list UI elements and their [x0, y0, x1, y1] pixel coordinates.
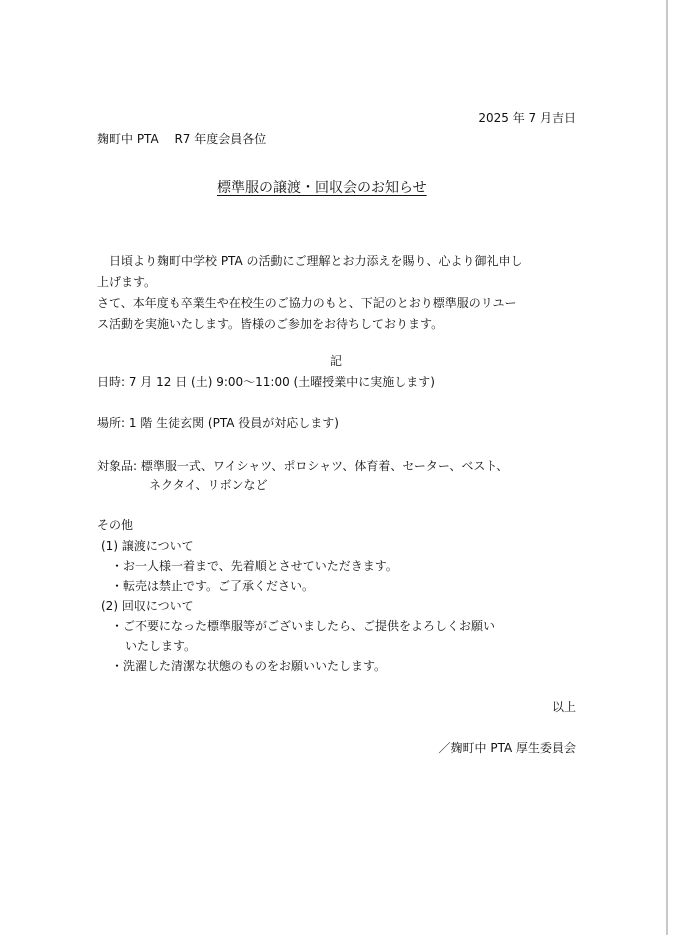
document-date: 2025 年 7 月吉日 — [478, 111, 576, 125]
document-title: 標準服の譲渡・回収会のお知らせ — [217, 180, 427, 196]
intro-paragraph-line-1: 日頃より麹町中学校 PTA の活動にご理解とお力添えを賜り、心より御礼申し — [97, 254, 523, 268]
ki-heading: 記 — [330, 354, 343, 368]
event-place: 場所: 1 階 生徒玄関 (PTA 役員が対応します) — [97, 416, 339, 430]
transfer-rule-2: ・転売は禁止です。ご了承ください。 — [111, 579, 315, 593]
closing-text: 以上 — [551, 700, 576, 714]
target-items-line-1: 対象品: 標準服一式、ワイシャツ、ポロシャツ、体育着、セーター、ベスト、 — [97, 459, 509, 473]
collection-rule-1-line-1: ・ご不要になった標準服等がございましたら、ご提供をよろしくお願い — [111, 619, 496, 633]
collection-rule-1-line-2: いたします。 — [125, 639, 197, 653]
transfer-rule-1: ・お一人様一着まで、先着順とさせていただきます。 — [111, 559, 398, 573]
event-datetime: 日時: 7 月 12 日 (土) 9:00～11:00 (土曜授業中に実施します) — [97, 375, 435, 389]
page-edge-divider — [666, 0, 668, 935]
intro-paragraph-line-2: 上げます。 — [97, 275, 157, 289]
intro-paragraph2-line-1: さて、本年度も卒業生や在校生のご協力のもと、下記のとおり標準服のリユー — [97, 296, 517, 310]
other-heading: その他 — [97, 518, 134, 532]
collection-rule-2: ・洗濯した清潔な状態のものをお願いいたします。 — [111, 659, 387, 673]
target-items-line-2: ネクタイ、リボンなど — [149, 478, 268, 492]
collection-section-title: (2) 回収について — [101, 599, 194, 613]
intro-paragraph2-line-2: ス活動を実施いたします。皆様のご参加をお待ちしております。 — [97, 317, 444, 331]
recipient-line: 麹町中 PTA R7 年度会員各位 — [97, 132, 267, 146]
transfer-section-title: (1) 譲渡について — [101, 539, 194, 553]
signature-line: ／麹町中 PTA 厚生委員会 — [438, 741, 576, 755]
